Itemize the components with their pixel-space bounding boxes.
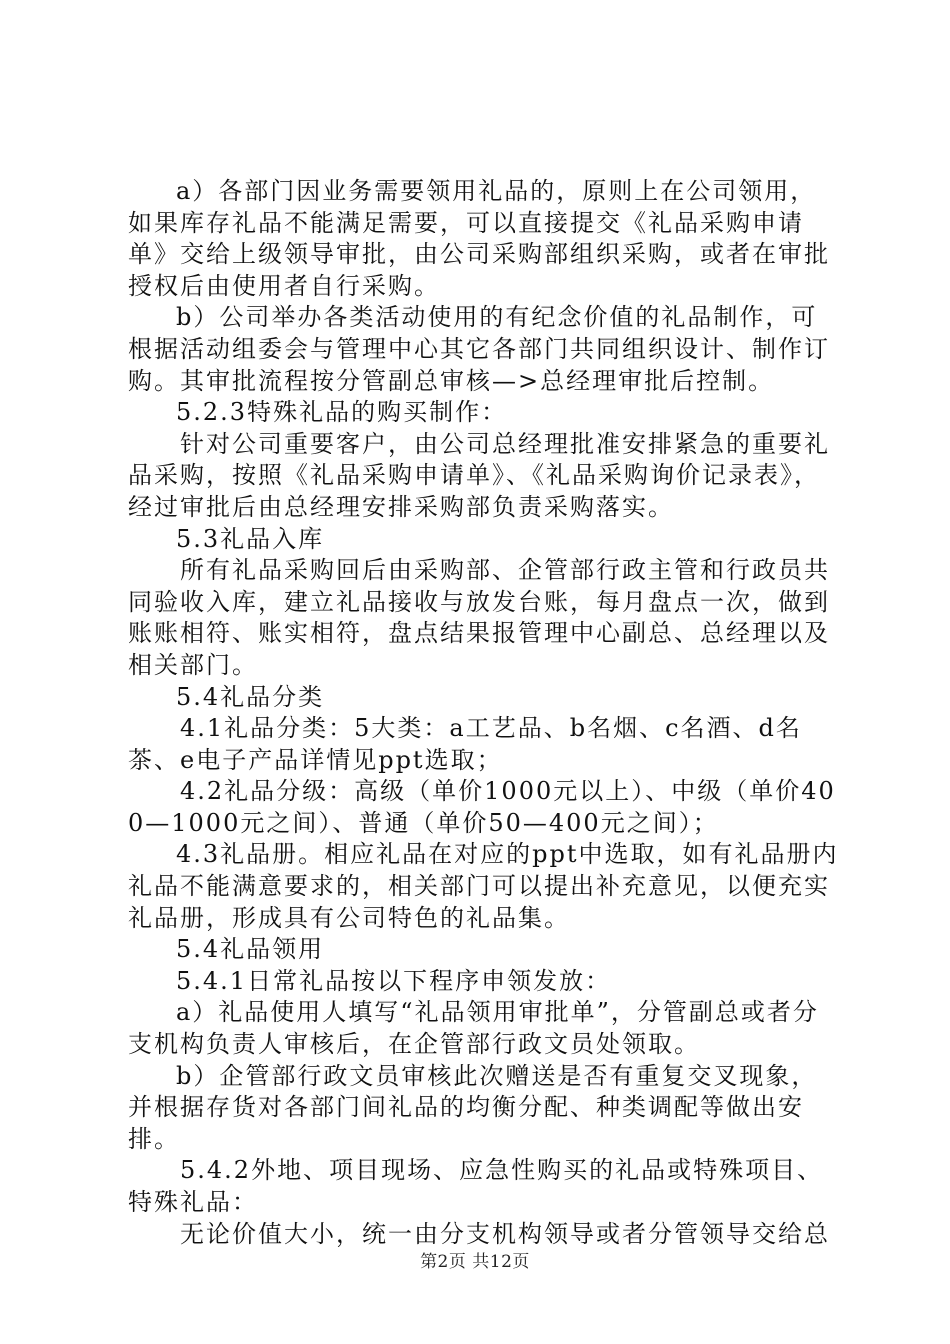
heading-5-4-1: 5.4.1日常礼品按以下程序申领发放： (176, 966, 612, 995)
paragraph-4-3: 4.3礼品册。相应礼品在对应的ppt中选取，如有礼品册内礼品不能满意要求的，相关部门可以提出补充意见，以便充实礼品册，形成具有公司特色的礼品集。 (128, 840, 839, 932)
heading-5-4-usage: 5.4礼品领用 (176, 935, 325, 964)
paragraph-5-2-2-b: b）公司举办各类活动使用的有纪念价值的礼品制作，可根据活动组委会与管理中心其它各部门共同组织设计、制作订购。其审批流程按分管副总审核—>总经理审批后控制。 (128, 303, 830, 395)
paragraph-4-1: 4.1礼品分类：5大类：a工艺品、b名烟、c名酒、d名茶、e电子产品详情见ppt选取； (128, 714, 802, 774)
heading-5-2-3: 5.2.3特殊礼品的购买制作： (176, 398, 508, 427)
paragraph-5-4-2: 无论价值大小，统一由分支机构领导或者分管领导交给总 (180, 1219, 830, 1248)
paragraph-5-2-3: 针对公司重要客户，由公司总经理批准安排紧急的重要礼品采购，按照《礼品采购申请单》、《礼品采购询价记录表》，经过审批后由总经理安排采购部负责采购落实。 (128, 429, 830, 521)
heading-5-4-2: 5.4.2外地、项目现场、应急性购买的礼品或特殊项目、特殊礼品： (128, 1156, 824, 1216)
paragraph-4-2: 4.2礼品分级：高级（单价1000元以上）、中级（单价400—1000元之间）、普通（单价50—400元之间）； (128, 777, 836, 837)
document-body (128, 176, 840, 1250)
heading-5-4-classification: 5.4礼品分类 (176, 682, 325, 711)
paragraph-5-2-2-a: a）各部门因业务需要领用礼品的，原则上在公司领用，如果库存礼品不能满足需要，可以直接提交《礼品采购申请单》交给上级领导审批，由公司采购部组织采购，或者在审批授权后由使用者自行采购。 (128, 177, 830, 300)
heading-5-3: 5.3礼品入库 (176, 524, 325, 553)
paragraph-5-4-1-a: a）礼品使用人填写“礼品领用审批单”，分管副总或者分支机构负责人审核后，在企管部行政文员处领取。 (128, 998, 819, 1059)
paragraph-5-4-1-b: b）企管部行政文员审核此次赠送是否有重复交叉现象，并根据存货对各部门间礼品的均衡分配、种类调配等做出安排。 (128, 1061, 818, 1153)
paragraph-5-3: 所有礼品采购回后由采购部、企管部行政主管和行政员共同验收入库，建立礼品接收与放发台账，每月盘点一次，做到账账相符、账实相符，盘点结果报管理中心副总、总经理以及相关部门。 (128, 556, 830, 679)
page-footer: 第2页 共12页 (420, 1252, 530, 1272)
